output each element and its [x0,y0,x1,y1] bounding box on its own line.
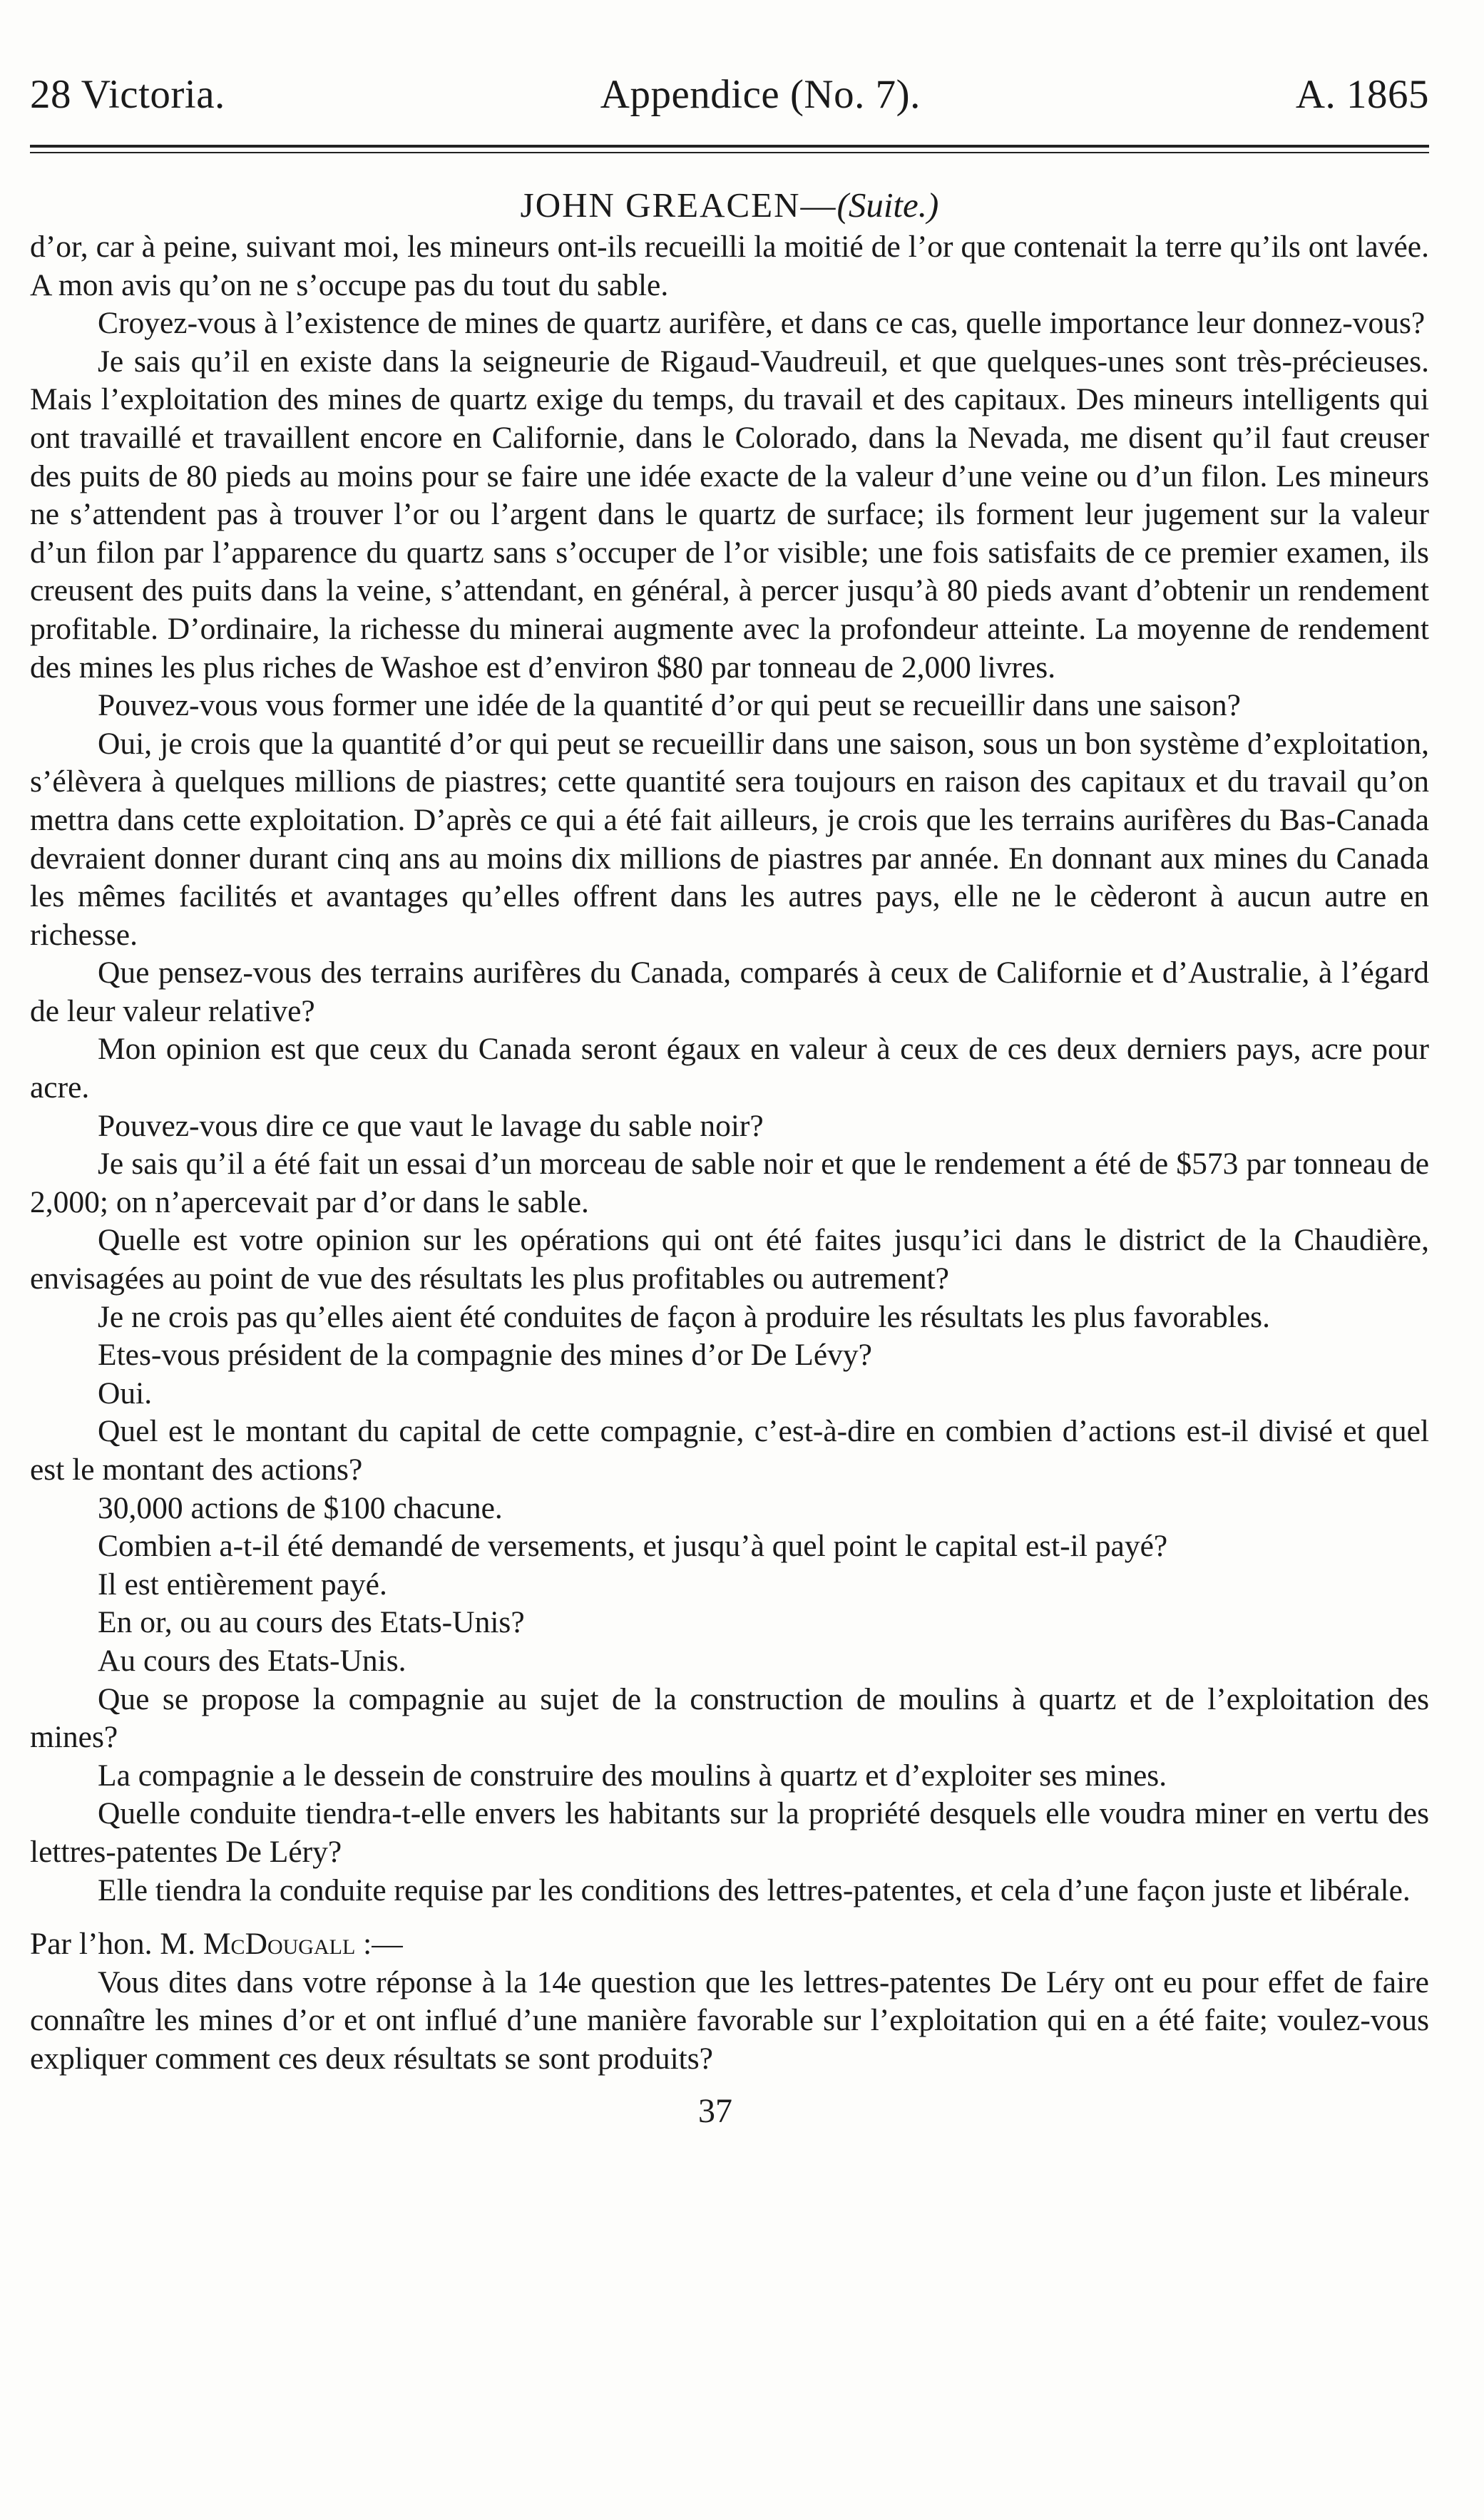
answer: 30,000 actions de $100 chacune. [98,1490,503,1525]
answer: Mon opinion est que ceux du Canada seront égaux en valeur à ceux de ces deux derniers pays, acre pour acre. [30,1032,1429,1105]
answer: Oui. [98,1376,153,1410]
examiner-suffix: :— [355,1927,403,1962]
answer: Je sais qu’il en existe dans la seigneurie de Rigaud-Vaudreuil, et que quelques-unes sont très-précieuses. Mais l’exploitation des mines de quartz exige du temps, du travail et des capitaux. Des mineurs intelligents qui ont travaillé et travaillent encore en Californie, dans le Colorado, dans la Nevada, me disent qu’il faut creuser des puits de 80 pieds au moins pour se faire une idée exacte de la valeur d’une veine ou d’un filon. Les mineurs ne s’attendent pas à trouver l’or ou l’argent dans le quartz de surface; ils forment leur jugement sur la valeur d’un filon par l’apparence du quartz sans s’occuper de l’or visible; une fois satisfaits de ce premier examen, ils creusent des puits dans la veine, s’attendant, en général, à percer jusqu’à 80 pieds avant d’obtenir un rendement profitable. D’ordinaire, la richesse du minerai augmente avec la profondeur atteinte. La moyenne de rendement des mines les plus riches de Washoe est d’environ $80 par tonneau de 2,000 livres. [30,344,1429,685]
answer: Oui, je crois que la quantité d’or qui peut se recueillir dans une saison, sous un bon système d’exploitation, s’élèvera à quelques millions de piastres; cette quantité sera toujours en raison des capitaux et du travail qu’on mettra dans cette exploitation. D’après ce qui a été fait ailleurs, je crois que les terrains aurifères du Bas-Canada devraient donner durant cinq ans au moins dix millions de piastres par année. En donnant aux mines du Canada les mêmes facilités et avantages qu’elles offrent dans les autres pays, elle ne le cèderont à aucun autre en richesse. [30,726,1429,952]
question: Quelle conduite tiendra-t-elle envers les habitants sur la propriété desquels elle voudra miner en vertu des lettres-patentes De Léry? [30,1796,1429,1869]
header-year: A. 1865 [1295,72,1429,117]
running-header [30,71,1429,118]
question: Etes-vous président de la compagnie des mines d’or De Lévy? [98,1338,872,1373]
suite-label: (Suite.) [836,185,939,225]
answer: Il est entièrement payé. [98,1567,387,1602]
page-number: 37 [698,2091,732,2130]
question: Vous dites dans votre réponse à la 14e question que les lettres-patentes De Léry ont eu pour effet de faire connaître les mines d’or et ont influé d’une manière favorable sur l’exploitation qui en a été faite; voulez-vous expliquer comment ces deux résultats se sont produits? [30,1965,1429,2076]
question: En or, ou au cours des Etats-Unis? [98,1605,525,1640]
question: Quel est le montant du capital de cette compagnie, c’est-à-dire en combien d’actions est-il divisé et quel est le montant des actions? [30,1414,1429,1487]
header-session: 28 Victoria. [30,72,225,117]
answer: Je sais qu’il a été fait un essai d’un morceau de sable noir et que le rendement a été de $573 par tonneau de 2,000; on n’apercevait par d’or dans le sable. [30,1147,1429,1219]
answer: La compagnie a le dessein de construire des moulins à quartz et d’exploiter ses mines. [98,1758,1167,1793]
answer: Je ne crois pas qu’elles aient été conduites de façon à produire les résultats les plus favorables. [98,1299,1270,1334]
header-appendix: Appendice (No. 7). [600,72,921,117]
answer: Au cours des Etats-Unis. [98,1643,406,1678]
header-double-rule [30,145,1429,153]
witness-name: JOHN GREACEN— [520,185,837,225]
examiner-heading [30,1925,1429,1964]
question: Que se propose la compagnie au sujet de la construction de moulins à quartz et de l’exploitation des mines? [30,1681,1429,1755]
question: Que pensez-vous des terrains aurifères du Canada, comparés à ceux de Californie et d’Australie, à l’égard de leur valeur relative? [30,956,1429,1028]
question: Quelle est votre opinion sur les opérations qui ont été faites jusqu’ici dans le district de la Chaudière, envisagées au point de vue des résultats les plus profitables ou autrement? [30,1223,1429,1296]
paragraph-continuation: d’or, car à peine, suivant moi, les mineurs ont-ils recueilli la moitié de l’or que contenait la terre qu’ils ont lavée. A mon avis qu’on ne s’occupe pas du tout du sable. [30,230,1429,302]
examiner-name: McDougall [203,1927,356,1962]
question: Combien a-t-il été demandé de versements, et jusqu’à quel point le capital est-il payé? [98,1529,1168,1564]
examiner-prefix: Par l’hon. M. [30,1927,203,1962]
question: Croyez-vous à l’existence de mines de quartz aurifère, et dans ce cas, quelle importance leur donnez-vous? [98,306,1426,341]
question: Pouvez-vous vous former une idée de la quantité d’or qui peut se recueillir dans une saison? [98,688,1241,723]
document-page [30,71,1429,2131]
question: Pouvez-vous dire ce que vaut le lavage du sable noir? [98,1108,764,1143]
testimony-body [30,228,1429,2079]
section-title [30,185,1429,225]
answer: Elle tiendra la conduite requise par les conditions des lettres-patentes, et cela d’une façon juste et libérale. [98,1873,1411,1907]
